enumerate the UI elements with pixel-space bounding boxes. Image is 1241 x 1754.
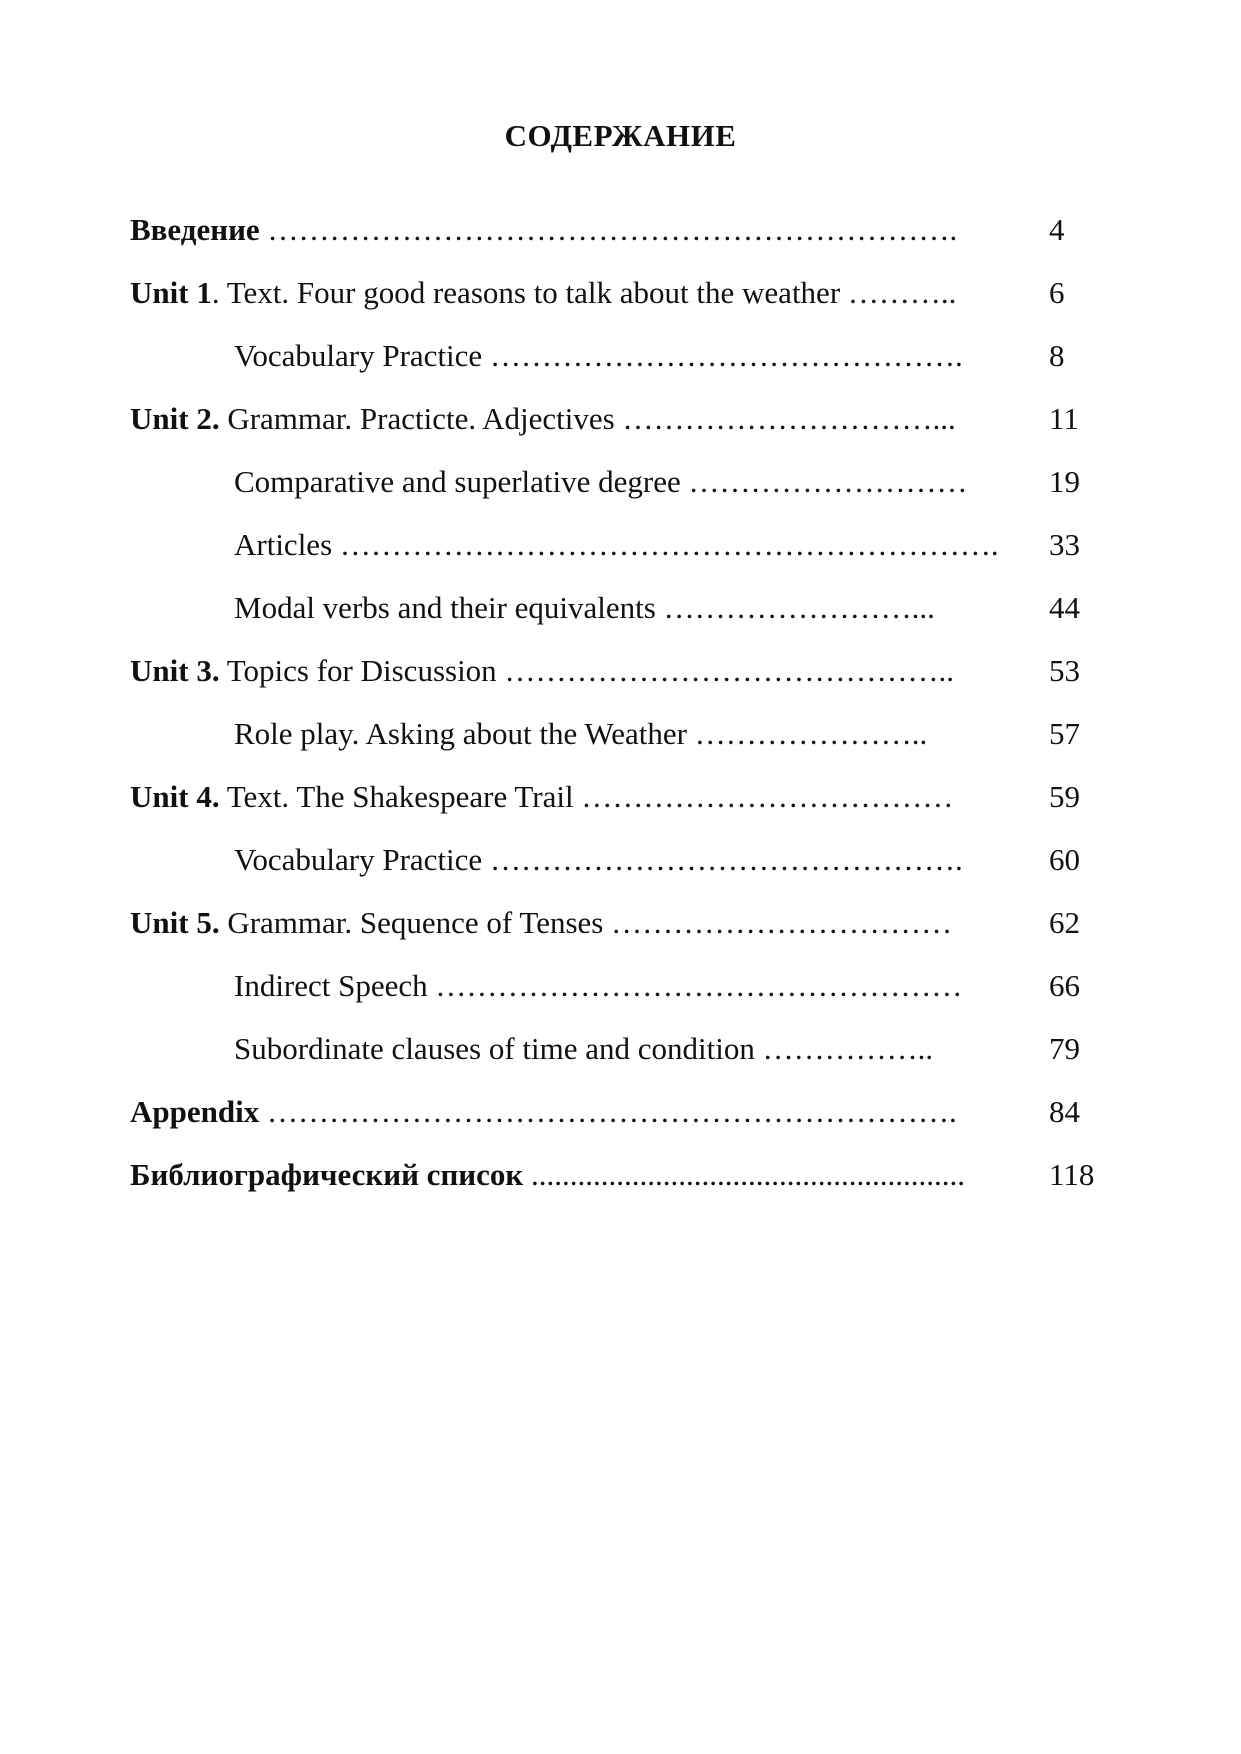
toc-entry-text <box>234 338 1023 374</box>
toc-entry-title: Vocabulary Practice <box>234 842 483 877</box>
toc-entry-page: 118 <box>1049 1157 1095 1192</box>
toc-entry-page: 62 <box>1049 905 1080 940</box>
toc-entry-text <box>234 968 1023 1004</box>
toc-entry-leader: ………………………………………………………. <box>332 527 999 562</box>
toc-entry-leader: ………………….. <box>686 716 928 751</box>
toc-entry-leader: ……………………... <box>655 590 935 625</box>
toc-entry-bibliography <box>130 1151 1103 1214</box>
toc-subentry-modal-verbs <box>130 584 1103 647</box>
toc-entry-page: 6 <box>1049 275 1065 310</box>
toc-entry-unit-1 <box>130 269 1103 332</box>
toc-entry-page: 59 <box>1049 779 1080 814</box>
toc-entry-page: 57 <box>1049 716 1080 751</box>
toc-entry-title: Subordinate clauses of time and condition <box>234 1031 755 1066</box>
toc-entry-leader: …………………………………………………………. <box>259 1094 957 1129</box>
toc-entry-text <box>130 1157 1023 1193</box>
toc-entry-text <box>130 212 1023 248</box>
toc-entry-label: Unit 2. <box>130 401 220 436</box>
toc-entry-title: Role play. Asking about the Weather <box>234 716 687 751</box>
toc-subentry-role-play <box>130 710 1103 773</box>
toc-entry-leader: …………………………………………… <box>427 968 963 1003</box>
toc-entry-title: Grammar. Sequence of Tenses <box>219 905 604 940</box>
toc-entry-page: 44 <box>1049 590 1080 625</box>
toc-entry-text <box>130 905 1023 941</box>
toc-entry-leader: ……………………………… <box>573 779 954 814</box>
toc-entry-text <box>130 1094 1023 1130</box>
toc-entry-title: Topics for Discussion <box>219 653 497 688</box>
toc-entry-leader: …………….. <box>754 1031 934 1066</box>
toc-entry-page: 33 <box>1049 527 1080 562</box>
toc-entry-page: 60 <box>1049 842 1080 877</box>
toc-entry-unit-3 <box>130 647 1103 710</box>
toc-entry-label: Appendix <box>130 1094 260 1129</box>
toc-entry-leader: …………………………... <box>614 401 956 436</box>
toc-entry-leader: …………………………… <box>603 905 953 940</box>
toc-entry-appendix <box>130 1088 1103 1151</box>
toc-entry-title: . Text. Four good reasons to talk about the weather <box>211 275 841 310</box>
toc-entry-unit-4 <box>130 773 1103 836</box>
toc-entry-text <box>130 779 1023 815</box>
toc-entry-page: 79 <box>1049 1031 1080 1066</box>
toc-entry-label: Библиографический список <box>130 1157 524 1192</box>
toc-entry-text <box>234 716 1023 752</box>
toc-entry-text <box>234 842 1023 878</box>
toc-entry-text <box>234 464 1023 500</box>
toc-subentry-vocabulary-practice <box>130 332 1103 395</box>
toc-entry-page: 4 <box>1049 212 1065 247</box>
toc-entry-label: Unit 4. <box>130 779 220 814</box>
toc-entry-text <box>234 527 1023 563</box>
toc-entry-page: 11 <box>1049 401 1079 436</box>
toc-entry-label: Unit 1 <box>130 275 212 310</box>
toc-subentry-subordinate-clauses <box>130 1025 1103 1088</box>
toc-subentry-articles <box>130 521 1103 584</box>
toc-entry-leader: …………………………………………………………. <box>259 212 958 247</box>
toc-entry-label: Unit 5. <box>130 905 220 940</box>
toc-entry-title: Vocabulary Practice <box>234 338 483 373</box>
toc-entry-leader: ……….. <box>840 275 957 310</box>
toc-entry-leader: …………………………………….. <box>496 653 954 688</box>
toc-entry-text <box>130 275 1023 311</box>
toc-entry-unit-5 <box>130 899 1103 962</box>
toc-entry-page: 8 <box>1049 338 1065 373</box>
toc-subentry-vocabulary-practice <box>130 836 1103 899</box>
toc-entry-text <box>130 653 1023 689</box>
toc-entry-title: Indirect Speech <box>234 968 428 1003</box>
toc-entry-title: Grammar. Practicte. Adjectives <box>219 401 615 436</box>
toc-entry-text <box>130 401 1023 437</box>
toc-entry-page: 53 <box>1049 653 1080 688</box>
toc-subentry-comparative <box>130 458 1103 521</box>
toc-entry-title: Articles <box>234 527 333 562</box>
toc-entry-unit-2 <box>130 395 1103 458</box>
toc-entry-leader: ……………………… <box>680 464 968 499</box>
toc-entry-title: Modal verbs and their equivalents <box>234 590 656 625</box>
table-of-contents <box>130 206 1103 1214</box>
toc-entry-page: 19 <box>1049 464 1080 499</box>
toc-entry-leader: ………………………………………. <box>482 338 963 373</box>
toc-entry-page: 84 <box>1049 1094 1080 1129</box>
toc-entry-introduction <box>130 206 1103 269</box>
toc-entry-title: Comparative and superlative degree <box>234 464 681 499</box>
toc-subentry-indirect-speech <box>130 962 1103 1025</box>
toc-entry-label: Unit 3. <box>130 653 220 688</box>
toc-entry-title: Text. The Shakespeare Trail <box>219 779 574 814</box>
page-title: СОДЕРЖАНИЕ <box>504 118 737 153</box>
toc-entry-text <box>234 1031 1023 1067</box>
toc-entry-text <box>234 590 1023 626</box>
toc-entry-leader: ………………………………………. <box>482 842 963 877</box>
toc-entry-page: 66 <box>1049 968 1080 1003</box>
toc-entry-label: Введение <box>130 212 260 247</box>
toc-entry-leader: ........................................................ <box>523 1157 966 1192</box>
